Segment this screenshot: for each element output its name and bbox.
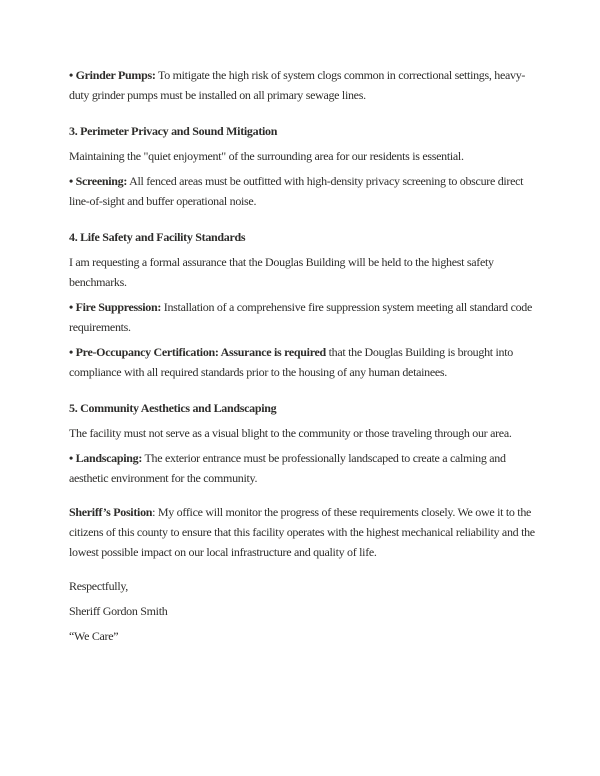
text-run: Maintaining the "quiet enjoyment" of the surrounding area for our residents is essential.	[69, 149, 464, 163]
heading-community-aesthetics	[69, 398, 536, 418]
heading-text: 4. Life Safety and Facility Standards	[69, 230, 246, 244]
bullet-pre-occupancy	[69, 342, 536, 382]
heading-text: 5. Community Aesthetics and Landscaping	[69, 401, 277, 415]
bold-run: • Fire Suppression:	[69, 300, 162, 314]
paragraph-visual-blight	[69, 423, 536, 443]
paragraph-sheriffs-position	[69, 502, 536, 562]
bold-run: Sheriff’s Position	[69, 505, 153, 519]
bold-run: • Pre-Occupancy Certification: Assurance is required	[69, 345, 326, 359]
text-run: that the Douglas Building is brought into compliance with all required standards prior to the housing of any human detainees.	[69, 345, 513, 379]
heading-text: 3. Perimeter Privacy and Sound Mitigation	[69, 124, 278, 138]
bold-run: • Screening:	[69, 174, 128, 188]
closing-respectfully	[69, 576, 536, 596]
signature-name	[69, 601, 536, 621]
bullet-landscaping	[69, 448, 536, 488]
text-run: All fenced areas must be outfitted with high-density privacy screening to obscure direct line-of-sight and buffer operational noise.	[69, 174, 524, 208]
heading-perimeter-privacy	[69, 121, 536, 141]
bold-run: • Landscaping:	[69, 451, 143, 465]
paragraph-quiet-enjoyment	[69, 146, 536, 166]
text-run: “We Care”	[69, 629, 119, 643]
text-run: The exterior entrance must be professionally landscaped to create a calming and aesthetic environment for the community.	[69, 451, 506, 485]
bullet-screening	[69, 171, 536, 211]
text-run: I am requesting a formal assurance that the Douglas Building will be held to the highest safety benchmarks.	[69, 255, 494, 289]
text-run: To mitigate the high risk of system clogs common in correctional settings, heavy-duty grinder pumps must be installed on all primary sewage lines.	[69, 68, 526, 102]
bullet-fire-suppression	[69, 297, 536, 337]
bold-run: • Grinder Pumps:	[69, 68, 156, 82]
text-run: The facility must not serve as a visual blight to the community or those traveling through our area.	[69, 426, 512, 440]
text-run: Respectfully,	[69, 579, 128, 593]
text-run: Sheriff Gordon Smith	[69, 604, 168, 618]
text-run: Installation of a comprehensive fire suppression system meeting all standard code requirements.	[69, 300, 533, 334]
heading-life-safety	[69, 227, 536, 247]
signature-motto	[69, 626, 536, 646]
paragraph-formal-assurance	[69, 252, 536, 292]
bullet-grinder-pumps	[69, 65, 536, 105]
text-run: : My office will monitor the progress of these requirements closely. We owe it to the citizens of this county to ensure that this facility operates with the highest mechanical reliability and the lowest possible impact on our local infrastructure and quality of life.	[69, 505, 535, 559]
